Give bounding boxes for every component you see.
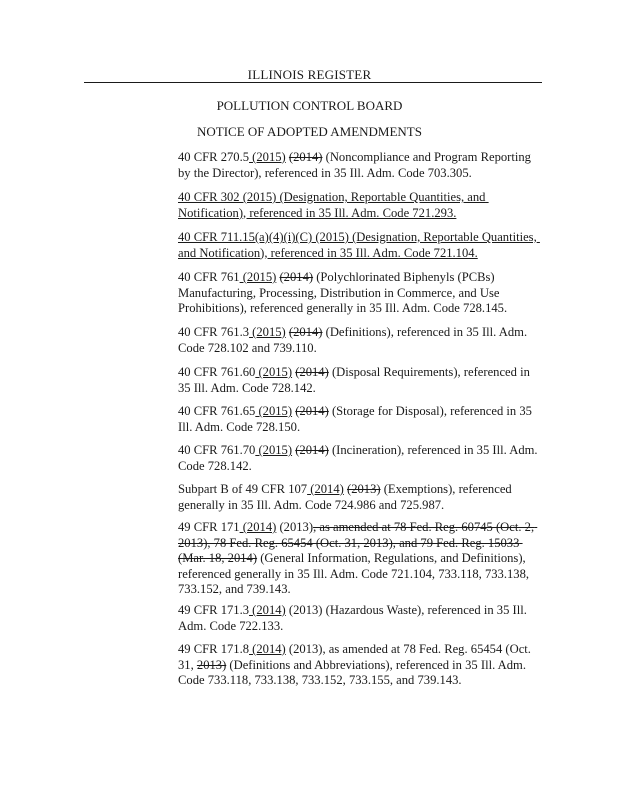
struck-text: (2014) [295,365,329,379]
reference-entry [178,325,538,356]
entry-text: (Polychlorinated Biphenyls (PCBs) Manufacturing, Processing, Distribution in Commerce, and Use Prohibitions), referenced generally in 35 Ill. Adm. Code 728.145. [178,270,508,315]
inserted-text: (2015) [255,443,293,457]
inserted-text: (2014) [239,520,277,534]
entry-text: (Definitions and Abbreviations), referenced in 35 Ill. Adm. Code 733.118, 733.138, 733.152, 733.155, and 739.143. [178,657,530,687]
entry-text: 49 CFR 171.8 [178,642,250,656]
entry-text: (2013), as amended at 78 Fed. Reg. 65454 (Oct. 31, [178,642,535,672]
struck-text: (2014) [288,150,323,164]
inserted-text: (2014) [307,482,344,496]
entry-text: 40 CFR 761.60 [178,365,256,379]
struck-text: (2014) [295,443,329,457]
entry-text: 40 CFR 761.65 [178,404,256,418]
register-title: ILLINOIS REGISTER [247,67,372,82]
reference-entry [178,443,541,474]
agency-name: POLLUTION CONTROL BOARD [216,98,403,113]
reference-entry [178,190,538,221]
entry-text: (Definitions), referenced in 35 Ill. Adm. Code 728.102 and 739.110. [178,325,531,355]
entry-text: (General Information, Regulations, and Definitions), referenced generally in 35 Ill. Adm. Code 721.104, 733.118, 733.138, 733.152, and 739.143. [178,551,533,596]
reference-entry [178,230,538,261]
inserted-text: (2015) [249,325,286,339]
entry-text: (Storage for Disposal), referenced in 35 Ill. Adm. Code 728.150. [178,404,536,434]
entry-text: (Noncompliance and Program Reporting by the Director), referenced in 35 Ill. Adm. Code 703.305. [178,150,535,180]
reference-entry [178,365,538,396]
struck-text: (2014) [288,325,323,339]
inserted-text: (2014) [249,603,286,617]
struck-text: (2013) [347,482,381,496]
inserted-text: (2015) [239,270,277,284]
entry-text: 49 CFR 171 [178,520,240,534]
inserted-text: (2015) [255,404,293,418]
entry-text: 49 CFR 171.3 [178,603,250,617]
reference-entry [178,520,538,598]
inserted-text: 40 CFR 302 (2015) (Designation, Reportable Quantities, and Notification), referenced in 35 Ill. Adm. Code 721.293. [178,190,489,220]
struck-text: (2014) [279,270,314,284]
entry-text: Subpart B of 49 CFR 107 [178,482,308,496]
entry-text: (Exemptions), referenced generally in 35 Ill. Adm. Code 724.986 and 725.987. [178,482,515,512]
struck-text: 2013) [196,657,227,672]
inserted-text: (2015) [255,365,293,379]
entry-text: 40 CFR 761.3 [178,325,250,339]
entry-text: (2013) [276,520,314,534]
entry-text: (Disposal Requirements), referenced in 35 Ill. Adm. Code 728.142. [178,365,534,395]
entry-text: 40 CFR 270.5 [178,150,250,164]
entry-text: (2013) (Hazardous Waste), referenced in 35 Ill. Adm. Code 722.133. [178,603,530,633]
reference-entry [178,603,538,634]
inserted-text: 40 CFR 711.15(a)(4)(i)(C) (2015) (Designation, Reportable Quantities, and Notification), referenced in 35 Ill. Adm. Code 721.104. [178,230,540,260]
entry-text: 40 CFR 761.70 [178,443,256,457]
reference-entry [178,482,538,513]
header-rule [84,82,542,83]
entry-text: (Incineration), referenced in 35 Ill. Adm. Code 728.142. [178,443,541,473]
struck-text: , as amended at 78 Fed. Reg. 60745 (Oct. 2, 2013), 78 Fed. Reg. 65454 (Oct. 31, 2013), and 79 Fed. Reg. 15033 (Mar. 18, 2014) [178,520,538,565]
inserted-text: (2014) [249,642,286,656]
reference-entry [178,404,538,435]
reference-entry [178,642,538,689]
struck-text: (2014) [295,404,329,418]
entry-text: 40 CFR 761 [178,270,240,284]
reference-entry [178,150,538,181]
notice-heading: NOTICE OF ADOPTED AMENDMENTS [197,124,422,139]
inserted-text: (2015) [249,150,286,164]
reference-entry [178,270,538,317]
